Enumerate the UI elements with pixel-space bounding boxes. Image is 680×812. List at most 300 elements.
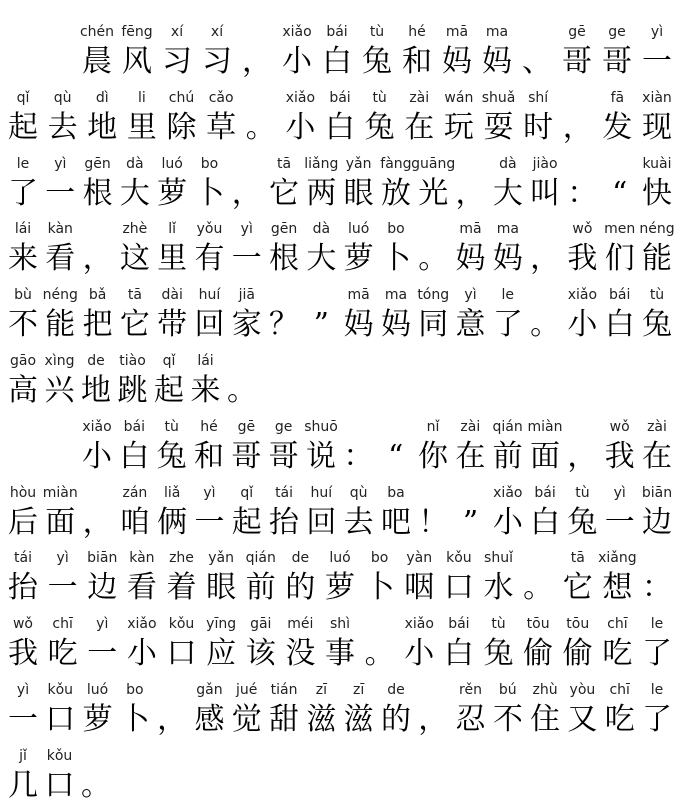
pinyin: tù [164,418,179,435]
pinyin: bo [387,221,405,238]
pinyin: kuài [642,155,672,172]
hanzi: 起 [154,373,184,408]
hanzi: 卜 [380,241,411,277]
text-line [0,154,680,220]
pinyin: hé [200,418,218,435]
hanzi: 口 [44,767,75,803]
pinyin: bái [123,418,145,435]
hanzi: 甜 [269,702,300,737]
hanzi: 在 [455,438,486,474]
hanzi: 把 [82,307,113,343]
pinyin: xiǎo [567,287,598,304]
hanzi: 里 [126,109,157,145]
hanzi: 面 [530,438,560,474]
pinyin: gāi [250,616,272,633]
pinyin: huí [310,484,333,501]
pinyin: lái [14,221,32,238]
pinyin: ma [496,221,519,238]
pinyin: gēn [84,155,111,172]
pinyin: kǒu [446,550,472,567]
hanzi: 妈 [482,44,512,79]
hanzi: 根 [82,175,113,211]
hanzi: 了 [8,175,38,211]
pinyin: yì [240,221,253,238]
punctuation: 。 [364,636,395,672]
pinyin: dà [499,155,517,172]
pinyin: men [604,221,636,238]
hanzi: 吧 [380,504,411,540]
pinyin: dài [161,287,183,304]
pinyin: nǐ [426,418,440,435]
pinyin: xiǎo [404,616,434,633]
hanzi: 哥 [231,438,262,474]
pinyin: gē [237,418,256,435]
hanzi: 卜 [364,570,395,606]
punctuation: ， [231,175,262,211]
hanzi: 边 [87,570,118,606]
punctuation: 。 [227,373,257,408]
hanzi: 一 [8,702,38,737]
hanzi: 大 [306,241,337,277]
hanzi: 意 [455,307,486,343]
hanzi: 它 [119,307,150,343]
pinyin: liǎ [163,484,181,501]
pinyin: wán [444,89,474,106]
hanzi: 来 [8,241,38,277]
pinyin: ge [608,24,626,40]
hanzi: 除 [166,109,197,145]
hanzi: 咱 [119,504,150,540]
hanzi: 俩 [157,504,188,540]
hanzi: 能 [642,241,672,277]
pinyin: qù [349,484,368,501]
pinyin: chī [607,616,628,633]
pinyin: jiā [238,287,255,304]
pinyin: fā [610,89,625,106]
hanzi: 发 [602,109,633,145]
hanzi: 一 [194,504,225,540]
pinyin: zī [315,682,327,698]
pinyin: miàn [527,418,563,435]
pinyin: yì [54,155,67,172]
punctuation: 。 [418,241,449,277]
hanzi: 耍 [483,109,514,145]
hanzi: 跳 [117,373,148,408]
pinyin: huí [198,287,221,304]
character-cell [640,88,674,154]
hanzi: 兴 [44,373,75,408]
pinyin: fēng [121,24,153,40]
hanzi: 看 [126,570,157,606]
pinyin: tù [372,89,387,106]
pinyin: biān [641,484,673,501]
hanzi: 我 [567,241,598,277]
hanzi: 几 [8,767,38,803]
pinyin: kǒu [168,616,195,633]
hanzi: 回 [306,504,337,540]
pinyin: hòu [9,484,37,501]
punctuation: ， [567,438,598,474]
hanzi: 时 [523,109,554,145]
hanzi: 咽 [404,570,435,606]
character-cell [640,285,674,351]
character-cell [640,219,674,285]
pinyin: zài [409,89,430,106]
punctuation: ， [562,109,593,145]
pinyin: kàn [47,221,73,238]
hanzi: 一 [642,44,672,79]
hanzi: 面 [45,504,76,540]
pinyin: tái [275,484,294,501]
hanzi: 妈 [343,307,374,343]
hanzi: 高 [8,373,38,408]
hanzi: 感 [194,702,225,737]
hanzi: 眼 [343,175,374,211]
text-line [0,746,680,812]
pinyin: ma [384,287,408,304]
pinyin: guāng [411,155,456,172]
hanzi: 白 [119,438,150,474]
hanzi: 兔 [156,438,187,474]
pinyin: chī [52,616,73,633]
pinyin: bái [448,616,470,633]
pinyin: jǐ [19,747,27,764]
hanzi: 能 [45,307,76,343]
hanzi: 萝 [157,175,188,211]
hanzi: 起 [8,109,38,145]
pinyin: yì [96,616,109,633]
hanzi: 这 [119,241,150,277]
text-line [0,219,680,285]
hanzi: 眼 [206,570,237,606]
pinyin: yì [464,287,477,304]
hanzi: 我 [604,438,635,474]
pinyin: xiǎo [282,24,312,40]
hanzi: 口 [166,636,197,672]
hanzi: 白 [325,109,355,145]
pinyin: le [501,287,515,304]
punctuation: 。 [530,307,561,343]
pinyin: xìng [44,353,75,369]
hanzi: 白 [443,636,474,672]
hanzi: 萝 [325,570,355,606]
hanzi: 小 [404,636,435,672]
pinyin: shí [528,89,549,106]
punctuation: ， [530,241,561,277]
hanzi: 前 [245,570,276,606]
pinyin: yì [613,484,626,501]
pinyin: yàn [406,550,433,567]
hanzi: 习 [202,44,232,79]
hanzi: 我 [8,636,38,672]
hanzi: 该 [245,636,276,672]
pinyin: chī [609,682,630,698]
hanzi: 在 [404,109,435,145]
pinyin: zài [460,418,481,435]
character-cell [640,680,674,746]
pinyin: fàng [380,155,412,172]
pinyin [59,746,133,766]
hanzi: 带 [157,307,188,343]
hanzi: 兔 [364,109,395,145]
pinyin: zài [647,418,667,435]
pinyin: zī [353,682,365,698]
pinyin: yì [56,550,69,567]
pinyin: gǎn [196,682,223,698]
pinyin: chú [168,89,195,106]
pinyin: le [650,682,664,698]
hanzi: 妈 [380,307,411,343]
pinyin: xiǎo [493,484,523,501]
hanzi: 在 [642,438,672,474]
hanzi: 小 [567,307,598,343]
punctuation: ？ [269,307,300,343]
hanzi: 哥 [562,44,592,79]
hanzi: 萝 [82,702,113,737]
hanzi: 了 [642,702,672,737]
hanzi: 了 [492,307,523,343]
pinyin: yǒu [196,221,223,238]
character-cell [640,154,674,220]
text-line [0,417,680,483]
punctuation: ， [157,702,188,737]
hanzi: 光 [418,175,449,211]
punctuation: 。 [523,570,554,606]
pinyin: yòu [569,682,596,698]
hanzi: 去 [47,109,78,145]
hanzi: 来 [190,373,221,408]
text-line [0,548,680,614]
punctuation: 。 [81,767,111,803]
pinyin: luó [161,155,183,172]
pinyin: mā [459,221,482,238]
hanzi: 草 [206,109,237,145]
hanzi: 它 [562,570,593,606]
hanzi: 一 [604,504,635,540]
hanzi: 忍 [455,702,486,737]
pinyin: wǒ [609,418,630,435]
hanzi: 兔 [567,504,598,540]
hanzi: 前 [492,438,523,474]
pinyin: tù [369,24,385,40]
pinyin: mā [445,24,469,40]
pinyin [620,548,680,568]
punctuation: ， [242,44,272,79]
text-line [0,22,680,88]
hanzi: 的 [380,702,411,737]
pinyin: bo [370,550,389,567]
pinyin: dà [126,155,144,172]
pinyin: de [291,550,310,567]
pinyin: gāo [9,353,37,369]
hanzi: 两 [306,175,337,211]
character-cell [640,614,674,680]
pinyin: ge [274,418,293,435]
character-cell [79,746,113,812]
pinyin: néng [42,287,78,304]
hanzi: 妈 [442,44,472,79]
pinyin: tù [649,287,665,304]
pinyin: ma [485,24,509,40]
pinyin: bái [329,89,351,106]
pinyin: xiǎo [127,616,157,633]
hanzi: 哥 [268,438,299,474]
pinyin: qǐ [16,89,30,106]
punctuation: ” [462,504,479,540]
pinyin: biān [87,550,118,567]
pinyin: xiǎo [82,418,112,435]
hanzi: 滋 [306,702,337,737]
hanzi: 小 [492,504,523,540]
pinyin: xiǎng [598,550,637,567]
hanzi: 去 [343,504,374,540]
pinyin: luó [347,221,370,238]
pinyin: li [137,89,146,106]
hanzi: 同 [418,307,449,343]
hanzi: 抬 [269,504,300,540]
pinyin: rěn [459,682,482,698]
pinyin: yǎn [345,155,372,172]
hanzi: 习 [162,44,192,79]
pinyin: tōu [526,616,550,633]
hanzi: 一 [45,175,76,211]
pinyin: tù [575,484,590,501]
hanzi: 一 [231,241,262,277]
hanzi: 水 [483,570,514,606]
hanzi: 小 [82,438,112,474]
punctuation: 。 [245,109,276,145]
hanzi: 不 [8,307,38,343]
hanzi: 里 [157,241,188,277]
pinyin: de [387,682,405,698]
pinyin: shuǐ [484,550,513,567]
hanzi: 根 [269,241,300,277]
pinyin: kǒu [46,747,73,764]
pinyin: tā [277,155,292,172]
pinyin: luó [86,682,109,698]
pinyin: qián [492,418,523,435]
pinyin: lǐ [168,221,177,238]
hanzi: 家 [231,307,262,343]
hanzi: 后 [8,504,38,540]
text-line [0,680,680,746]
hanzi: 快 [642,175,672,211]
hanzi: 口 [443,570,474,606]
hanzi: 玩 [443,109,474,145]
hanzi: 了 [642,636,672,672]
pinyin: xí [210,24,224,40]
hanzi: 妈 [455,241,486,277]
text-line [0,614,680,680]
hanzi: 哥 [602,44,632,79]
punctuation: ： [567,175,598,211]
pinyin: dà [312,221,331,238]
pinyin: jué [236,682,258,698]
hanzi: 兔 [362,44,392,79]
pinyin: xí [170,24,184,40]
pinyin: yì [650,24,664,40]
punctuation: ， [82,504,113,540]
character-cell [640,22,674,88]
hanzi: 风 [122,44,152,79]
hanzi: 事 [325,636,355,672]
hanzi: 大 [492,175,523,211]
pinyin [205,351,279,371]
punctuation: ： [642,570,672,606]
pinyin: zhè [122,221,148,238]
hanzi: 偷 [523,636,554,672]
punctuation: ” [313,307,330,343]
pinyin: miàn [42,484,78,501]
pinyin: shuō [304,418,338,435]
pinyin: wǒ [572,221,593,238]
hanzi: 和 [402,44,432,79]
hanzi: 看 [45,241,76,277]
pinyin: shì [329,616,351,633]
hanzi: 一 [47,570,78,606]
pinyin: kàn [129,550,155,567]
pinyin: yì [16,682,30,698]
hanzi: 兔 [483,636,514,672]
hanzi: 和 [194,438,224,474]
pinyin: hé [408,24,426,40]
hanzi: 偷 [562,636,593,672]
hanzi: 滋 [343,702,374,737]
hanzi: 大 [119,175,150,211]
pinyin: dì [95,89,109,106]
pinyin: qǐ [240,484,254,501]
pinyin: wǒ [12,616,33,633]
hanzi: 又 [567,702,598,737]
hanzi: 妈 [492,241,523,277]
hanzi: 起 [231,504,262,540]
hanzi: 的 [285,570,316,606]
pinyin: yīng [206,616,237,633]
pinyin: tā [127,287,142,304]
pinyin: kǒu [47,682,74,698]
punctuation: ， [418,702,449,737]
hanzi: 白 [322,44,352,79]
character-cell [225,351,259,417]
hanzi: 抬 [8,570,38,606]
pinyin: bo [126,682,144,698]
pinyin: lái [197,353,214,369]
hanzi: 地 [81,373,111,408]
hanzi: 说 [306,438,336,474]
hanzi: 觉 [231,702,262,737]
pinyin: bái [609,287,631,304]
hanzi: 你 [418,438,448,474]
text-line [0,88,680,154]
pinyin: tián [270,682,298,698]
hanzi: 吃 [604,702,635,737]
pinyin: bái [534,484,556,501]
pinyin: tiào [119,353,146,369]
pinyin: bo [200,155,219,172]
pinyin: gē [568,24,586,40]
punctuation: 、 [522,44,552,79]
pinyin: luó [329,550,351,567]
pinyin: ba [387,484,405,501]
hanzi: 没 [285,636,316,672]
hanzi: 地 [87,109,118,145]
pinyin: chén [79,24,115,40]
punctuation: “ [387,438,404,474]
pinyin: xiǎo [285,89,316,106]
hanzi: 着 [166,570,197,606]
pinyin: tái [14,550,32,567]
pinyin: le [16,155,30,172]
